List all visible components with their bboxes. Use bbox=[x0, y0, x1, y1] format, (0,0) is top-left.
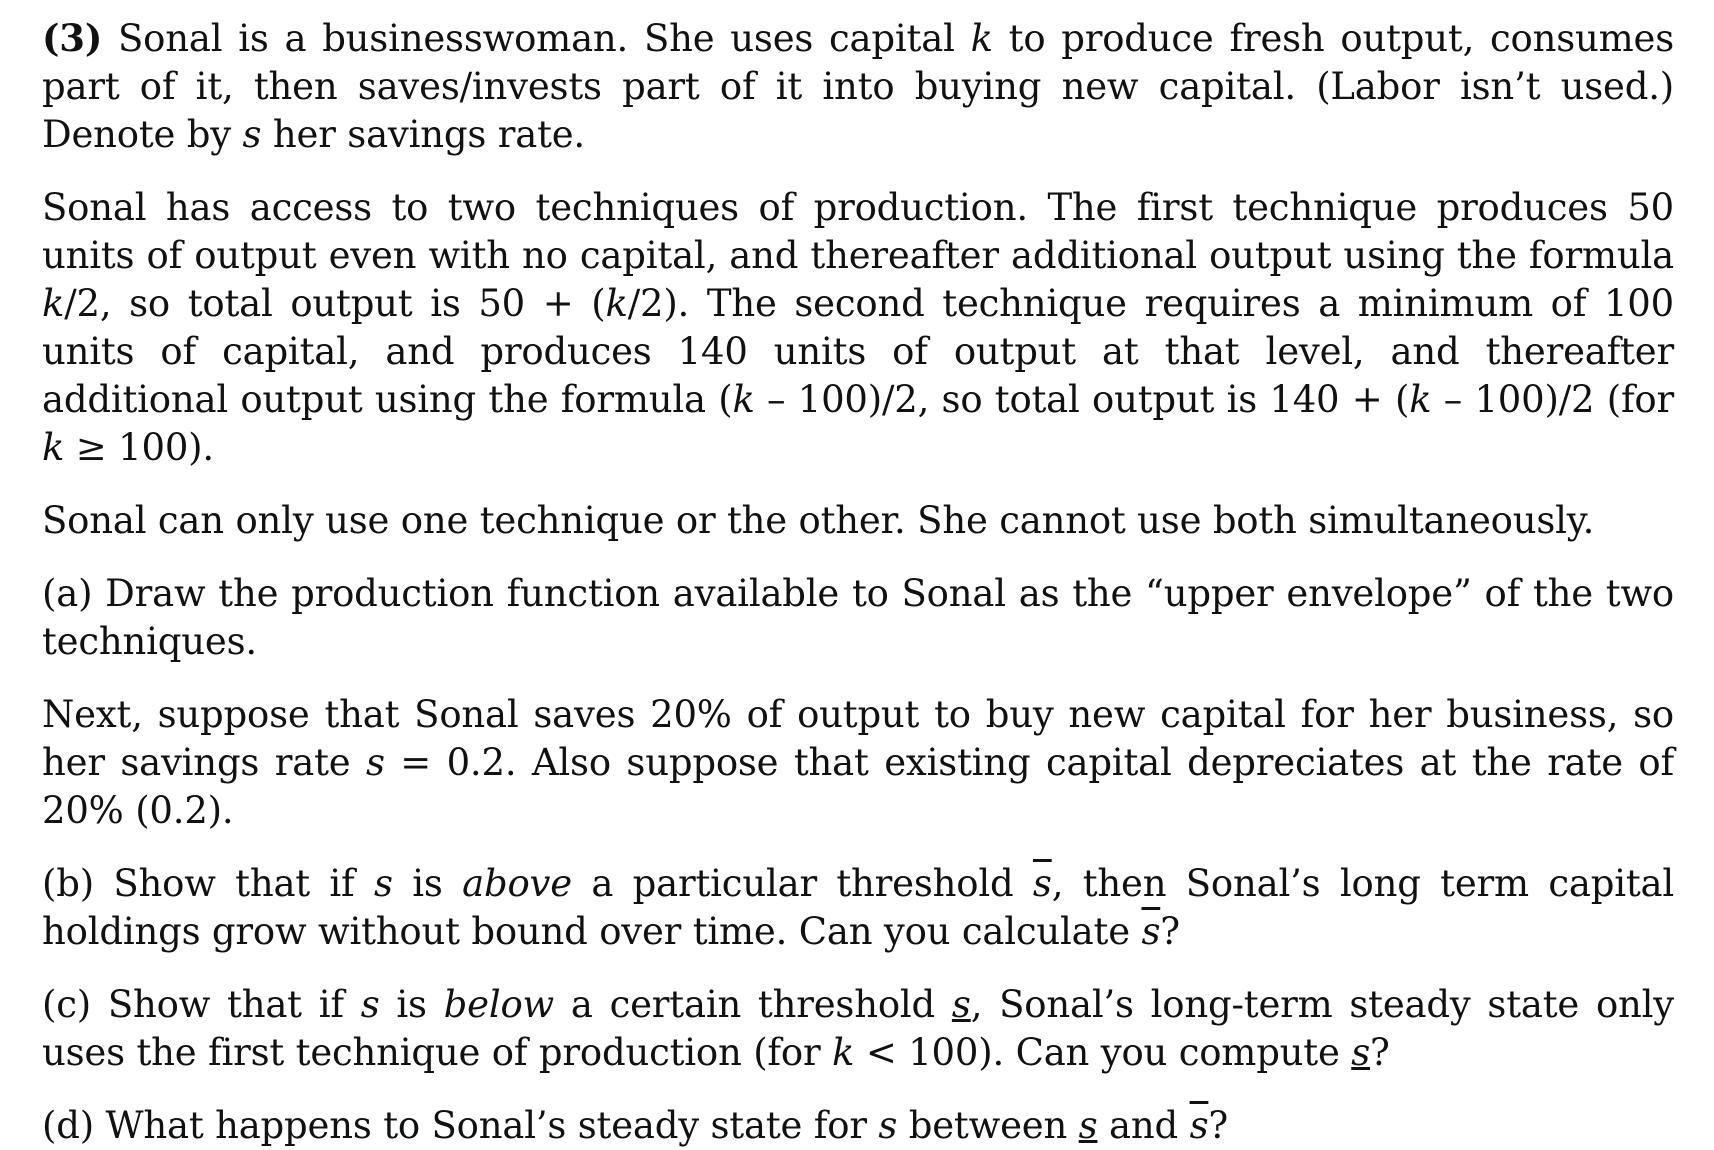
math-symbol: s bbox=[374, 862, 393, 905]
text-segment: ? bbox=[1370, 1031, 1390, 1074]
text-segment: her savings rate. bbox=[261, 113, 585, 156]
part-a-question bbox=[42, 570, 1674, 666]
math-symbol: k bbox=[42, 282, 65, 325]
text-segment: (b) Show that if bbox=[42, 862, 374, 905]
text-segment: Next, suppose that Sonal saves 20% of output to buy new capital for her business, so her savings rate bbox=[42, 693, 1674, 784]
text-segment: – 100)/2 (for bbox=[1431, 378, 1674, 421]
text-segment: Sonal has access to two techniques of production. The first technique produces 50 units of output even with no capital, and thereafter additional output using the formula bbox=[42, 186, 1674, 277]
text-segment: a particular threshold bbox=[571, 862, 1033, 905]
problem-intro-paragraph bbox=[42, 14, 1674, 159]
text-segment: Sonal is a businesswoman. She uses capital bbox=[102, 17, 971, 60]
upper-threshold-symbol: $\overline{s}$ bbox=[1141, 910, 1161, 953]
math-symbol: below bbox=[443, 983, 555, 1026]
math-symbol: s bbox=[360, 983, 380, 1026]
text-segment: = 0.2. Also suppose that existing capital depreciates at the rate of 20% (0.2). bbox=[42, 741, 1674, 832]
math-symbol: k bbox=[970, 17, 993, 60]
text-segment: is bbox=[379, 983, 444, 1026]
text-segment: is bbox=[392, 862, 463, 905]
techniques-paragraph bbox=[42, 184, 1674, 472]
lower-threshold-symbol: s bbox=[951, 983, 971, 1026]
constraint-paragraph bbox=[42, 497, 1674, 545]
text-segment: , Sonal’s long-term steady state only uses the first technique of production (for bbox=[42, 983, 1675, 1074]
problem-intro-text bbox=[42, 17, 1674, 156]
text-segment: a certain threshold bbox=[554, 983, 952, 1026]
text-segment: ? bbox=[1160, 910, 1180, 953]
math-symbol: k bbox=[42, 426, 65, 469]
math-symbol: s bbox=[242, 113, 262, 156]
lower-threshold-symbol: s bbox=[1078, 1104, 1098, 1147]
text-segment: – 100)/2, so total output is 140 + ( bbox=[754, 378, 1410, 421]
part-c-question bbox=[42, 981, 1674, 1077]
text-segment: ? bbox=[1208, 1104, 1228, 1147]
text-segment: ≥ 100). bbox=[64, 426, 214, 469]
math-symbol: k bbox=[1409, 378, 1432, 421]
text-segment: (a) Draw the production function available to Sonal as the “upper envelope” of the two techniques. bbox=[42, 572, 1674, 663]
upper-threshold-symbol: $\overline{s}$ bbox=[1189, 1104, 1209, 1147]
assumption-paragraph bbox=[42, 691, 1674, 835]
part-d-question bbox=[42, 1102, 1674, 1150]
text-segment: < 100). Can you compute bbox=[854, 1031, 1352, 1074]
math-symbol: s bbox=[878, 1104, 898, 1147]
text-segment: /2, so total output is 50 + ( bbox=[64, 282, 606, 325]
math-symbol: above bbox=[462, 862, 572, 905]
math-symbol: k bbox=[605, 282, 628, 325]
upper-threshold-symbol: $\overline{s}$ bbox=[1032, 862, 1052, 905]
math-symbol: s bbox=[365, 741, 385, 784]
problem-document bbox=[42, 14, 1674, 1150]
lower-threshold-symbol: s bbox=[1351, 1031, 1371, 1074]
part-b-question bbox=[42, 860, 1674, 956]
problem-number: (3) bbox=[42, 16, 103, 60]
text-segment: Sonal can only use one technique or the other. She cannot use both simultaneously. bbox=[42, 499, 1595, 542]
text-segment: to produce fresh output, consumes part of it, then saves/invests part of it into buying new capital. (Labor isn’t used.) Denote by bbox=[42, 17, 1674, 156]
text-segment: , then Sonal’s long term capital holdings grow without bound over time. Can you calculate bbox=[42, 862, 1675, 953]
text-segment: between bbox=[897, 1104, 1079, 1147]
text-segment: and bbox=[1097, 1104, 1190, 1147]
math-symbol: k bbox=[732, 378, 755, 421]
text-segment: (d) What happens to Sonal’s steady state for bbox=[42, 1104, 879, 1147]
math-symbol: k bbox=[832, 1031, 855, 1074]
text-segment: (c) Show that if bbox=[42, 983, 361, 1026]
text-segment: /2). The second technique requires a minimum of 100 units of capital, and produces 140 units of output at that level, and thereafter additional output using the formula ( bbox=[42, 282, 1674, 421]
